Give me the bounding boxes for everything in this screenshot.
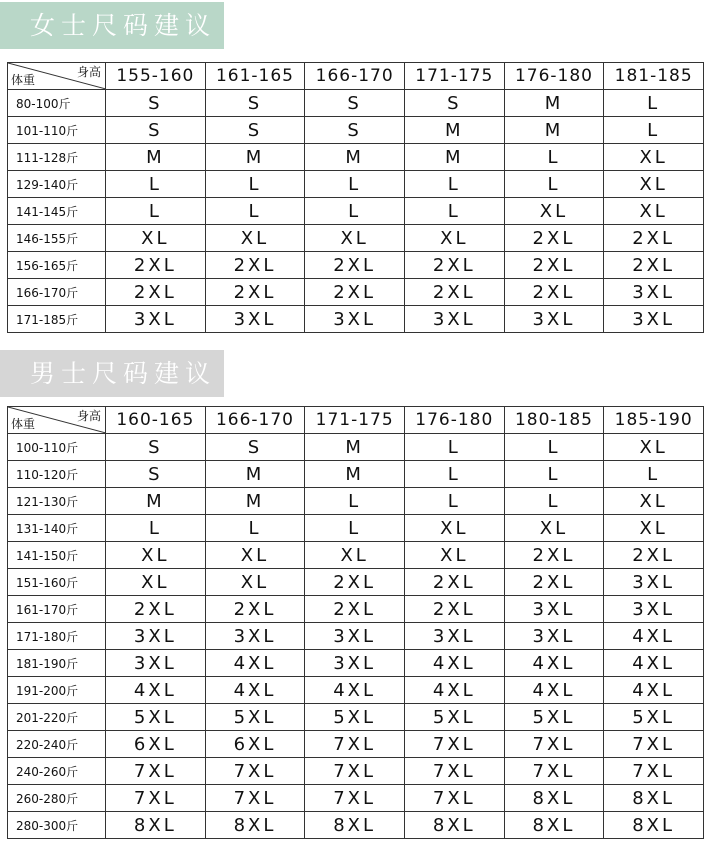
size-cell: 5XL [604,704,704,731]
corner-height-label: 身高 [76,409,101,423]
weight-cell: 111-128斤 [8,144,106,171]
weight-cell: 129-140斤 [8,171,106,198]
height-header: 166-170 [305,63,405,90]
size-cell: S [205,90,305,117]
size-cell: 3XL [305,306,405,333]
header-row [8,407,704,434]
size-cell: 2XL [106,279,206,306]
size-cell: XL [604,434,704,461]
size-cell: 7XL [404,785,504,812]
size-cell: 3XL [604,306,704,333]
size-cell: L [604,90,704,117]
weight-cell: 161-170斤 [8,596,106,623]
size-cell: 2XL [305,596,405,623]
size-cell: 3XL [604,279,704,306]
size-cell: 7XL [404,731,504,758]
table-row [8,225,704,252]
size-cell: M [305,461,405,488]
size-cell: M [404,117,504,144]
size-cell: 2XL [106,596,206,623]
size-cell: 7XL [404,758,504,785]
table-row [8,596,704,623]
weight-cell: 151-160斤 [8,569,106,596]
women-size-table [7,62,704,333]
size-cell: 4XL [604,650,704,677]
corner-weight-label: 体重 [11,73,36,87]
weight-cell: 220-240斤 [8,731,106,758]
size-cell: XL [404,542,504,569]
size-cell: 8XL [205,812,305,839]
size-cell: L [305,171,405,198]
weight-cell: 191-200斤 [8,677,106,704]
table-row [8,117,704,144]
size-cell: L [205,171,305,198]
weight-cell: 240-260斤 [8,758,106,785]
size-cell: 7XL [305,758,405,785]
size-cell: XL [106,225,206,252]
size-cell: 4XL [106,677,206,704]
size-cell: 2XL [504,252,604,279]
size-cell: 2XL [504,279,604,306]
size-cell: XL [205,225,305,252]
size-cell: 7XL [305,785,405,812]
size-cell: L [106,171,206,198]
weight-cell: 201-220斤 [8,704,106,731]
size-cell: L [504,171,604,198]
weight-cell: 101-110斤 [8,117,106,144]
women-size-title: 女士尺码建议 [0,2,224,49]
size-cell: 3XL [205,623,305,650]
size-cell: 3XL [604,569,704,596]
table-row [8,171,704,198]
weight-cell: 121-130斤 [8,488,106,515]
table-row [8,252,704,279]
size-cell: S [106,434,206,461]
table-row [8,677,704,704]
size-cell: M [305,144,405,171]
weight-cell: 146-155斤 [8,225,106,252]
size-cell: 3XL [305,650,405,677]
size-cell: 5XL [106,704,206,731]
table-row [8,623,704,650]
size-cell: XL [205,542,305,569]
height-header: 185-190 [604,407,704,434]
size-cell: 7XL [205,758,305,785]
size-cell: M [106,144,206,171]
size-cell: 5XL [404,704,504,731]
table-row [8,279,704,306]
size-cell: XL [106,542,206,569]
size-cell: 8XL [404,812,504,839]
size-cell: 6XL [205,731,305,758]
size-cell: S [106,461,206,488]
size-cell: 4XL [404,677,504,704]
table-row [8,515,704,542]
size-cell: 3XL [106,650,206,677]
men-size-title: 男士尺码建议 [0,350,224,397]
table-row [8,198,704,225]
size-cell: 7XL [205,785,305,812]
size-cell: 4XL [604,623,704,650]
table-row [8,434,704,461]
size-cell: 3XL [604,596,704,623]
table-row [8,704,704,731]
size-cell: S [205,117,305,144]
size-cell: 3XL [106,306,206,333]
size-cell: 2XL [205,596,305,623]
size-cell: M [205,461,305,488]
table-row [8,488,704,515]
size-cell: 4XL [504,650,604,677]
height-header: 181-185 [604,63,704,90]
size-cell: 2XL [404,569,504,596]
height-header: 171-175 [404,63,504,90]
size-cell: L [604,461,704,488]
size-cell: M [205,488,305,515]
size-cell: S [205,434,305,461]
size-cell: 4XL [205,650,305,677]
size-cell: S [106,90,206,117]
size-cell: 3XL [404,623,504,650]
size-cell: XL [205,569,305,596]
size-cell: S [305,117,405,144]
size-cell: 2XL [404,279,504,306]
height-header: 160-165 [106,407,206,434]
size-cell: 5XL [504,704,604,731]
size-cell: XL [604,515,704,542]
size-cell: 6XL [106,731,206,758]
corner-weight-label: 体重 [11,417,36,431]
size-cell: 2XL [604,252,704,279]
size-cell: XL [604,488,704,515]
size-cell: 2XL [305,569,405,596]
weight-cell: 141-150斤 [8,542,106,569]
weight-cell: 166-170斤 [8,279,106,306]
size-cell: M [305,434,405,461]
size-cell: S [404,90,504,117]
size-cell: XL [106,569,206,596]
corner-height-label: 身高 [76,65,101,79]
size-cell: S [106,117,206,144]
size-cell: L [106,515,206,542]
size-cell: 8XL [604,812,704,839]
size-cell: 7XL [106,758,206,785]
size-cell: 3XL [504,623,604,650]
size-cell: XL [305,542,405,569]
height-header: 155-160 [106,63,206,90]
weight-cell: 110-120斤 [8,461,106,488]
size-cell: 4XL [504,677,604,704]
weight-cell: 280-300斤 [8,812,106,839]
size-cell: 2XL [404,596,504,623]
size-cell: 2XL [504,569,604,596]
size-cell: XL [504,198,604,225]
size-cell: 4XL [205,677,305,704]
size-cell: XL [504,515,604,542]
weight-cell: 141-145斤 [8,198,106,225]
size-cell: XL [404,515,504,542]
table-row [8,306,704,333]
size-cell: XL [404,225,504,252]
size-cell: 2XL [404,252,504,279]
size-cell: 2XL [504,542,604,569]
size-cell: L [205,515,305,542]
size-cell: 3XL [404,306,504,333]
size-cell: 3XL [504,596,604,623]
height-header: 176-180 [504,63,604,90]
size-cell: M [404,144,504,171]
size-cell: 2XL [305,279,405,306]
table-row [8,650,704,677]
size-cell: 8XL [504,812,604,839]
size-cell: L [404,488,504,515]
size-cell: 7XL [305,731,405,758]
table-row [8,144,704,171]
header-row [8,63,704,90]
size-cell: M [504,117,604,144]
size-cell: XL [604,171,704,198]
table-row [8,542,704,569]
size-cell: L [404,198,504,225]
height-header: 161-165 [205,63,305,90]
size-cell: 3XL [504,306,604,333]
size-cell: M [504,90,604,117]
size-cell: 8XL [504,785,604,812]
size-cell: 7XL [504,758,604,785]
size-cell: L [404,461,504,488]
table-row [8,758,704,785]
weight-cell: 100-110斤 [8,434,106,461]
size-cell: L [305,515,405,542]
size-cell: 4XL [404,650,504,677]
size-cell: 8XL [604,785,704,812]
table-row [8,461,704,488]
weight-cell: 171-180斤 [8,623,106,650]
size-cell: 3XL [205,306,305,333]
size-cell: 7XL [604,758,704,785]
size-cell: 4XL [604,677,704,704]
size-cell: 2XL [205,252,305,279]
size-cell: L [106,198,206,225]
corner-cell [8,407,106,434]
size-cell: L [604,117,704,144]
size-cell: 5XL [305,704,405,731]
size-cell: 2XL [604,225,704,252]
size-cell: XL [305,225,405,252]
size-cell: M [106,488,206,515]
weight-cell: 156-165斤 [8,252,106,279]
size-cell: L [504,461,604,488]
size-cell: 7XL [504,731,604,758]
size-cell: L [504,434,604,461]
weight-cell: 80-100斤 [8,90,106,117]
size-cell: L [305,198,405,225]
size-cell: L [404,171,504,198]
size-cell: 2XL [205,279,305,306]
height-header: 176-180 [404,407,504,434]
table-row [8,569,704,596]
size-cell: L [305,488,405,515]
men-size-table [7,406,704,839]
size-cell: 2XL [504,225,604,252]
size-cell: S [305,90,405,117]
size-cell: M [205,144,305,171]
size-cell: L [504,144,604,171]
size-cell: 2XL [305,252,405,279]
size-cell: 8XL [106,812,206,839]
height-header: 171-175 [305,407,405,434]
table-row [8,731,704,758]
size-cell: L [404,434,504,461]
corner-cell [8,63,106,90]
size-cell: 5XL [205,704,305,731]
size-cell: XL [604,144,704,171]
size-cell: 7XL [604,731,704,758]
size-cell: 8XL [305,812,405,839]
table-row [8,90,704,117]
table-row [8,785,704,812]
size-cell: 7XL [106,785,206,812]
size-cell: L [205,198,305,225]
height-header: 166-170 [205,407,305,434]
size-cell: 2XL [106,252,206,279]
size-cell: L [504,488,604,515]
height-header: 180-185 [504,407,604,434]
weight-cell: 171-185斤 [8,306,106,333]
weight-cell: 181-190斤 [8,650,106,677]
weight-cell: 131-140斤 [8,515,106,542]
size-cell: XL [604,198,704,225]
size-cell: 3XL [305,623,405,650]
weight-cell: 260-280斤 [8,785,106,812]
size-cell: 2XL [604,542,704,569]
size-cell: 3XL [106,623,206,650]
table-row [8,812,704,839]
size-cell: 4XL [305,677,405,704]
